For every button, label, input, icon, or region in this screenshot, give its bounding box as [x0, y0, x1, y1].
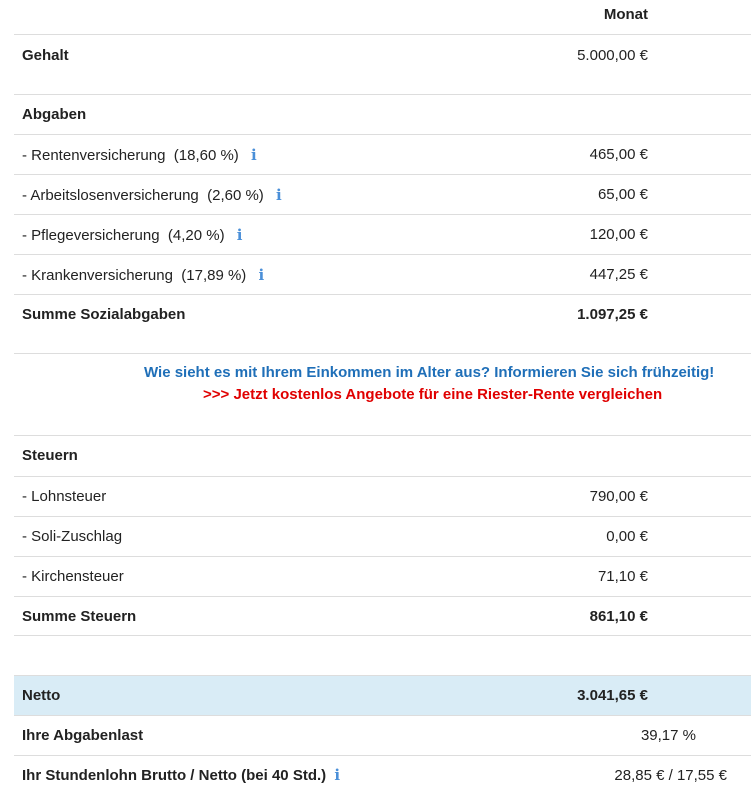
- summe-steuern-value: 861,10 €: [589, 608, 648, 625]
- row-abgabenlast: [14, 715, 751, 755]
- row-abgaben-heading: [14, 94, 751, 134]
- lohnsteuer-value: 790,00 €: [589, 488, 648, 505]
- item-label: - Rentenversicherung: [22, 147, 166, 164]
- row-rentenversicherung: [14, 134, 751, 174]
- stundenlohn-value: 28,85 € / 17,55 €: [614, 767, 727, 784]
- lohnsteuer-label: - Lohnsteuer: [22, 488, 107, 505]
- row-gehalt: [14, 34, 751, 94]
- soli-zuschlag-value: 0,00 €: [606, 528, 648, 545]
- row-summe-sozialabgaben: [14, 294, 751, 354]
- arbeitslosenversicherung-label: [22, 186, 282, 204]
- row-pflegeversicherung: [14, 214, 751, 254]
- row-netto: [14, 675, 751, 715]
- item-rate: (4,20 %): [167, 227, 225, 244]
- row-soli-zuschlag: [14, 516, 751, 556]
- item-label: - Krankenversicherung: [22, 267, 173, 284]
- row-stundenlohn: [14, 755, 751, 795]
- row-summe-steuern: [14, 596, 751, 636]
- column-header-monat: Monat: [603, 6, 648, 23]
- item-label: - Arbeitslosenversicherung: [22, 187, 199, 204]
- abgabenlast-value: 39,17 %: [640, 727, 696, 744]
- rentenversicherung-label: [22, 146, 257, 164]
- riester-link[interactable]: >>> Jetzt kostenlos Angebote für eine Riester-Rente vergleichen: [203, 386, 663, 403]
- krankenversicherung-value: 447,25 €: [589, 266, 648, 283]
- row-lohnsteuer: [14, 476, 751, 516]
- stundenlohn-label: [22, 766, 340, 784]
- summe-sozialabgaben-label: Summe Sozialabgaben: [22, 306, 186, 323]
- abgabenlast-label: Ihre Abgabenlast: [22, 727, 144, 744]
- info-icon[interactable]: i: [258, 266, 265, 284]
- netto-label: Netto: [22, 687, 61, 704]
- gehalt-value: 5.000,00 €: [577, 47, 648, 64]
- info-icon[interactable]: i: [334, 766, 341, 784]
- soli-zuschlag-label: - Soli-Zuschlag: [22, 528, 123, 545]
- pflegeversicherung-label: [22, 226, 243, 244]
- promo-text: Wie sieht es mit Ihrem Einkommen im Alter aus? Informieren Sie sich frühzeitig!: [144, 364, 715, 381]
- row-kirchensteuer: [14, 556, 751, 596]
- row-krankenversicherung: [14, 254, 751, 294]
- rentenversicherung-value: 465,00 €: [589, 146, 648, 163]
- info-icon[interactable]: i: [250, 146, 257, 164]
- stundenlohn-label-text: Ihr Stundenlohn Brutto / Netto (bei 40 Std.): [22, 767, 327, 784]
- netto-value: 3.041,65 €: [577, 687, 648, 704]
- row-steuern-heading: [14, 435, 751, 476]
- info-icon[interactable]: i: [275, 186, 282, 204]
- row-arbeitslosenversicherung: [14, 174, 751, 214]
- item-label: - Pflegeversicherung: [22, 227, 160, 244]
- abgaben-heading: Abgaben: [22, 106, 87, 123]
- steuern-heading: Steuern: [22, 447, 78, 464]
- krankenversicherung-label: [22, 266, 264, 284]
- kirchensteuer-label: - Kirchensteuer: [22, 568, 124, 585]
- item-rate: (17,89 %): [181, 267, 247, 284]
- item-rate: (18,60 %): [173, 147, 239, 164]
- info-icon[interactable]: i: [236, 226, 243, 244]
- pflegeversicherung-value: 120,00 €: [589, 226, 648, 243]
- summe-sozialabgaben-value: 1.097,25 €: [577, 306, 648, 323]
- kirchensteuer-value: 71,10 €: [597, 568, 648, 585]
- arbeitslosenversicherung-value: 65,00 €: [597, 186, 648, 203]
- gehalt-label: Gehalt: [22, 47, 69, 64]
- item-rate: (2,60 %): [207, 187, 264, 204]
- summe-steuern-label: Summe Steuern: [22, 608, 137, 625]
